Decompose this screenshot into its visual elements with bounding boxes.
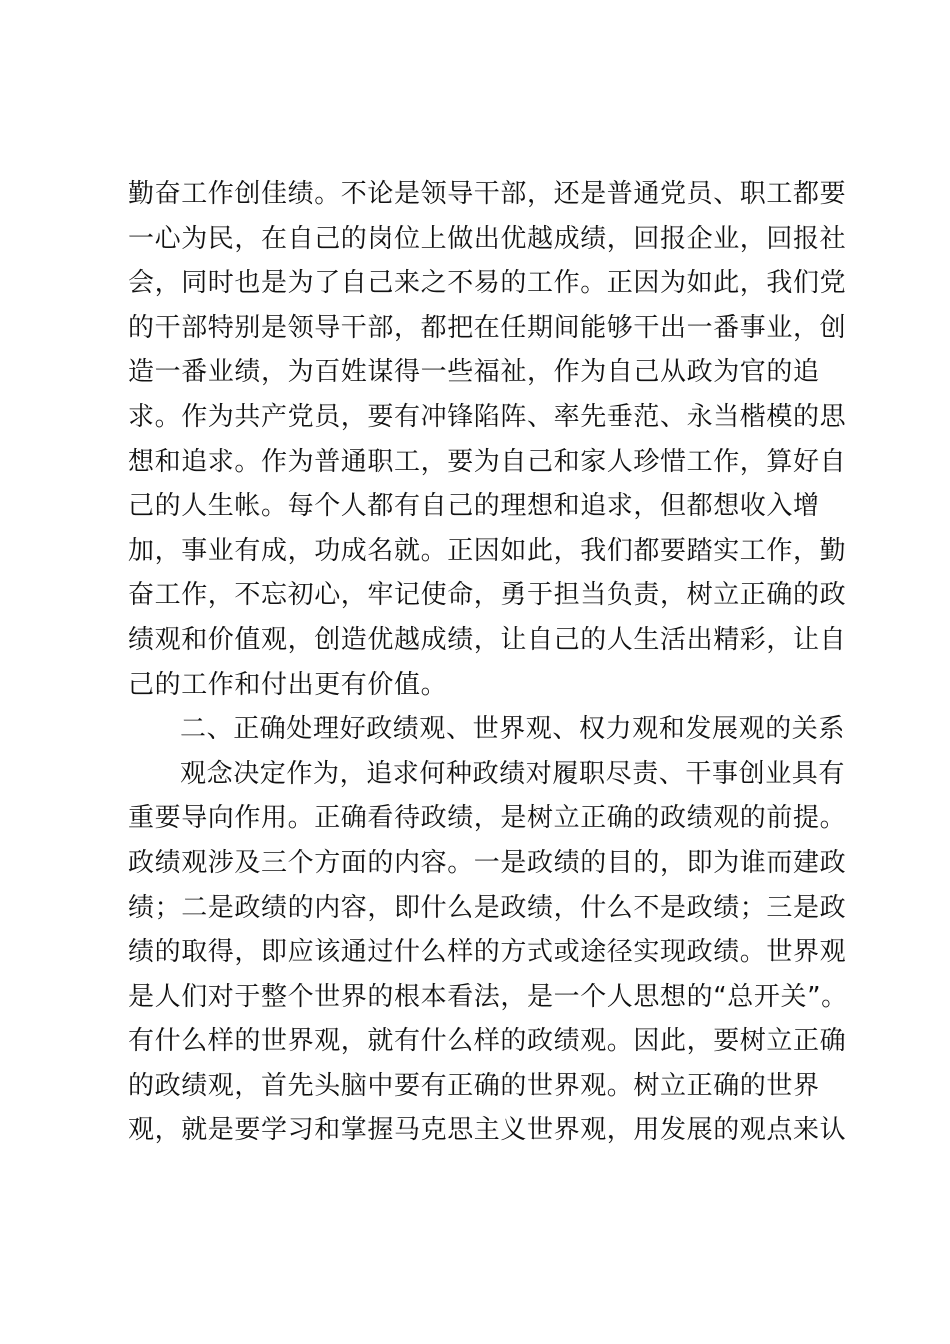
text-line: 的政绩观，首先头脑中要有正确的世界观。树立正确的世界 <box>128 1070 820 1101</box>
text-line: 会，同时也是为了自己来之不易的工作。正因为如此，我们党 <box>128 268 847 299</box>
text-line: 二、正确处理好政绩观、世界观、权力观和发展观的关系 <box>180 714 846 745</box>
text-line: 己的工作和付出更有价值。 <box>128 669 448 700</box>
text-line: 造一番业绩，为百姓谋得一些福祉，作为自己从政为官的追 <box>128 357 820 388</box>
text-line: 政绩观涉及三个方面的内容。一是政绩的目的，即为谁而建政 <box>128 847 847 878</box>
text-line: 勤奋工作创佳绩。不论是领导干部，还是普通党员、职工都要 <box>128 179 847 209</box>
text-line: 绩观和价值观，创造优越成绩，让自己的人生活出精彩，让自 <box>128 624 847 655</box>
text-line: 想和追求。作为普通职工，要为自己和家人珍惜工作，算好自 <box>128 446 847 477</box>
text-line: 加，事业有成，功成名就。正因如此，我们都要踏实工作，勤 <box>128 535 847 566</box>
text-line: 重要导向作用。正确看待政绩，是树立正确的政绩观的前提。 <box>128 803 847 834</box>
text-line: 有什么样的世界观，就有什么样的政绩观。因此，要树立正确 <box>128 1026 847 1057</box>
text-line: 己的人生帐。每个人都有自己的理想和追求，但都想收入增 <box>128 491 820 522</box>
text-line: 是人们对于整个世界的根本看法，是一个人思想的“总开关”。 <box>128 981 848 1012</box>
text-line: 一心为民，在自己的岗位上做出优越成绩，回报企业，回报社 <box>128 223 847 254</box>
body-text <box>128 172 848 1153</box>
text-line: 奋工作，不忘初心，牢记使命，勇于担当负责，树立正确的政 <box>128 580 847 611</box>
text-line: 绩的取得，即应该通过什么样的方式或途径实现政绩。世界观 <box>128 937 847 968</box>
text-line: 观念决定作为，追求何种政绩对履职尽责、干事创业具有 <box>180 758 846 789</box>
text-line: 绩；二是政绩的内容，即什么是政绩，什么不是政绩；三是政 <box>128 892 847 923</box>
text-line: 的干部特别是领导干部，都把在任期间能够干出一番事业，创 <box>128 312 847 343</box>
text-line: 求。作为共产党员，要有冲锋陷阵、率先垂范、永当楷模的思 <box>128 401 847 432</box>
text-line: 观，就是要学习和掌握马克思主义世界观，用发展的观点来认 <box>128 1115 847 1146</box>
